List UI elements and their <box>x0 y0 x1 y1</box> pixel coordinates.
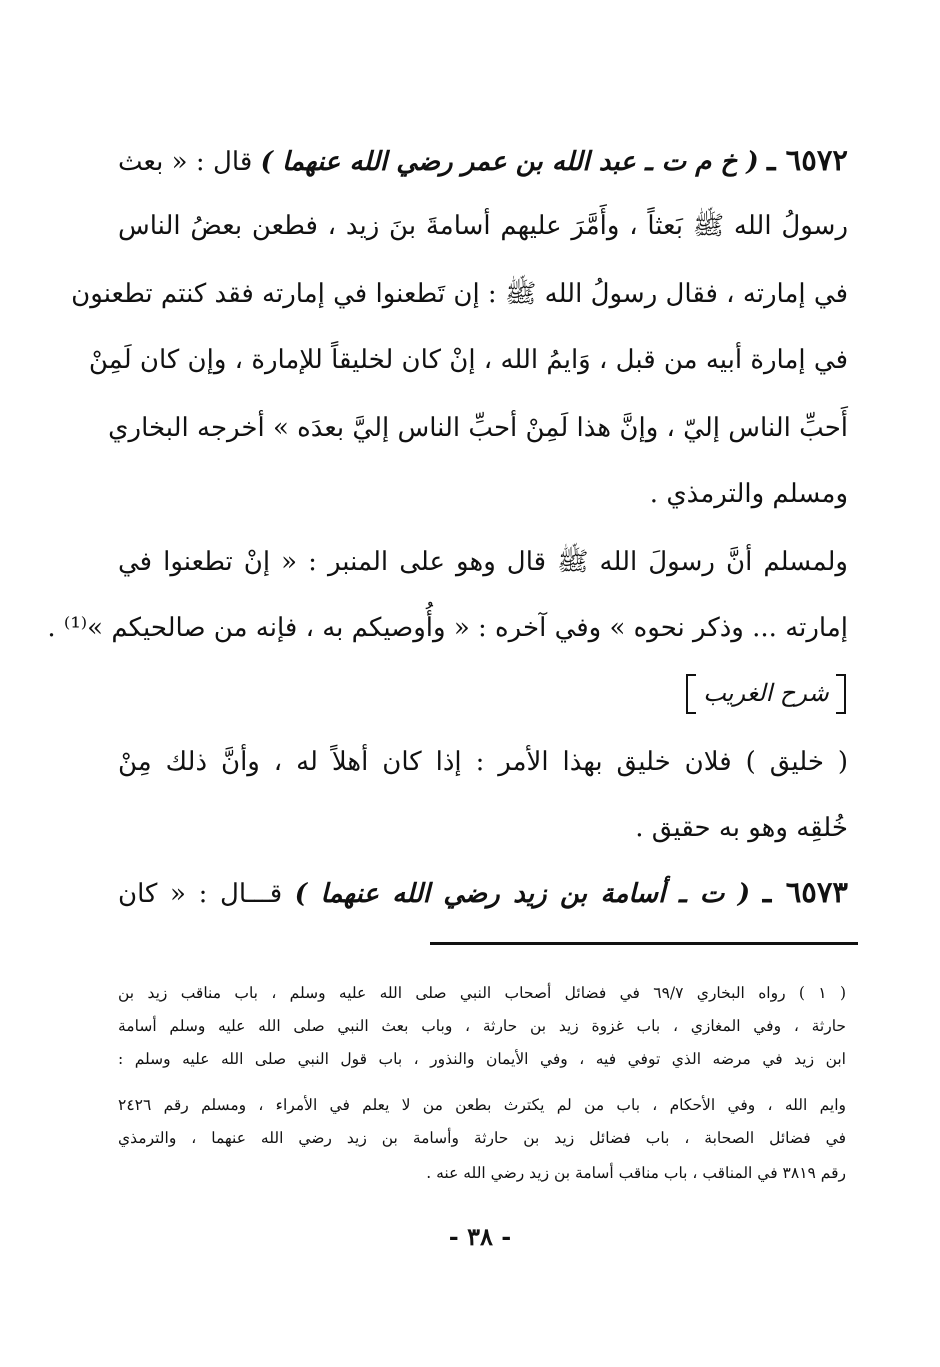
hadith-6572-line-1 <box>118 140 848 182</box>
gharib-line-1: ( خليق ) فلان خليق بهذا الأمر : إذا كان أهلاً له ، وأنَّ ذلك مِنْ <box>118 747 848 777</box>
footnote-separator <box>430 942 858 945</box>
hadith-6572-line-4: في إمارة أبيه من قبل ، وَايمُ الله ، إنْ كان لخليقاً للإمارة ، وإن كان لَمِنْ <box>88 345 848 375</box>
hadith-6572-number: ٦٥٧٢ ـ <box>767 143 848 177</box>
hadith-6573-line-1 <box>118 872 848 914</box>
hadith-6573-source: ( ت ـ أسامة بن زيد رضي الله عنهما ) <box>294 879 751 909</box>
footnote-line-1: ( ١ ) رواه البخاري ٦٩/٧ في فضائل أصحاب النبي صلى الله عليه وسلم ، باب مناقب زيد بن <box>118 984 846 1002</box>
hadith-6572-line-2: رسولُ الله ﷺ بَعثاً ، وأَمَّرَ عليهم أسامةَ بنَ زيد ، فطعن بعضُ الناس <box>118 211 848 241</box>
footnote-line-6: رقم ٣٨١٩ في المناقب ، باب مناقب أسامة بن زيد رضي الله عنه . <box>426 1164 846 1182</box>
footnote-line-4: وايم الله ، وفي الأحكام ، باب من لم يكترث بطعن من لا يعلم في الأمراء ، ومسلم رقم ٢٤٢٦ <box>118 1096 846 1114</box>
hadith-6573-line-1-text: قـــال : « كان <box>118 879 283 909</box>
gharib-line-2: خُلقِه وهو به حقيق . <box>635 813 848 843</box>
footnote-line-2: حارثة ، وفي المغازي ، باب غزوة زيد بن حارثة ، وباب بعث النبي صلى الله عليه وسلم أسامة <box>118 1017 846 1035</box>
muslim-note-line-1: ولمسلم أنَّ رسولَ الله ﷺ قال وهو على المنبر : « إنْ تطعنوا في <box>118 547 848 577</box>
footnote-line-5: في فضائل الصحابة ، باب فضائل زيد بن حارثة وأسامة بن زيد رضي الله عنهما ، والترمذي <box>118 1129 846 1147</box>
footnote-line-3: ابن زيد في مرضه الذي توفي فيه ، وفي الأيمان والنذور ، باب قول النبي صلى الله عليه وسلم : <box>118 1050 846 1068</box>
hadith-6572-line-1-text: قال : « بعث <box>118 147 253 177</box>
gharib-heading: شرح الغريب <box>686 672 846 714</box>
hadith-6572-line-5: أَحبِّ الناس إليّ ، وإنَّ هذا لَمِنْ أحبِّ الناس إليَّ بعدَه » أخرجه البخاري <box>108 413 848 443</box>
hadith-6572-line-3: في إمارته ، فقال رسولُ الله ﷺ : إن تَطعنوا في إمارته فقد كنتم تطعنون <box>71 279 848 309</box>
page-number: - ٣٨ - <box>448 1222 512 1251</box>
hadith-6572-line-6: ومسلم والترمذي . <box>649 479 848 509</box>
hadith-6573-number: ٦٥٧٣ ـ <box>762 875 849 909</box>
hadith-6572-source: ( خ م ت ـ عبد الله بن عمر رضي الله عنهما ) <box>260 147 759 177</box>
muslim-note-line-2: إمارته ... وذكر نحوه » وفي آخره : « وأُوصيكم به ، فإنه من صالحيكم »⁽¹⁾ . <box>47 613 848 643</box>
